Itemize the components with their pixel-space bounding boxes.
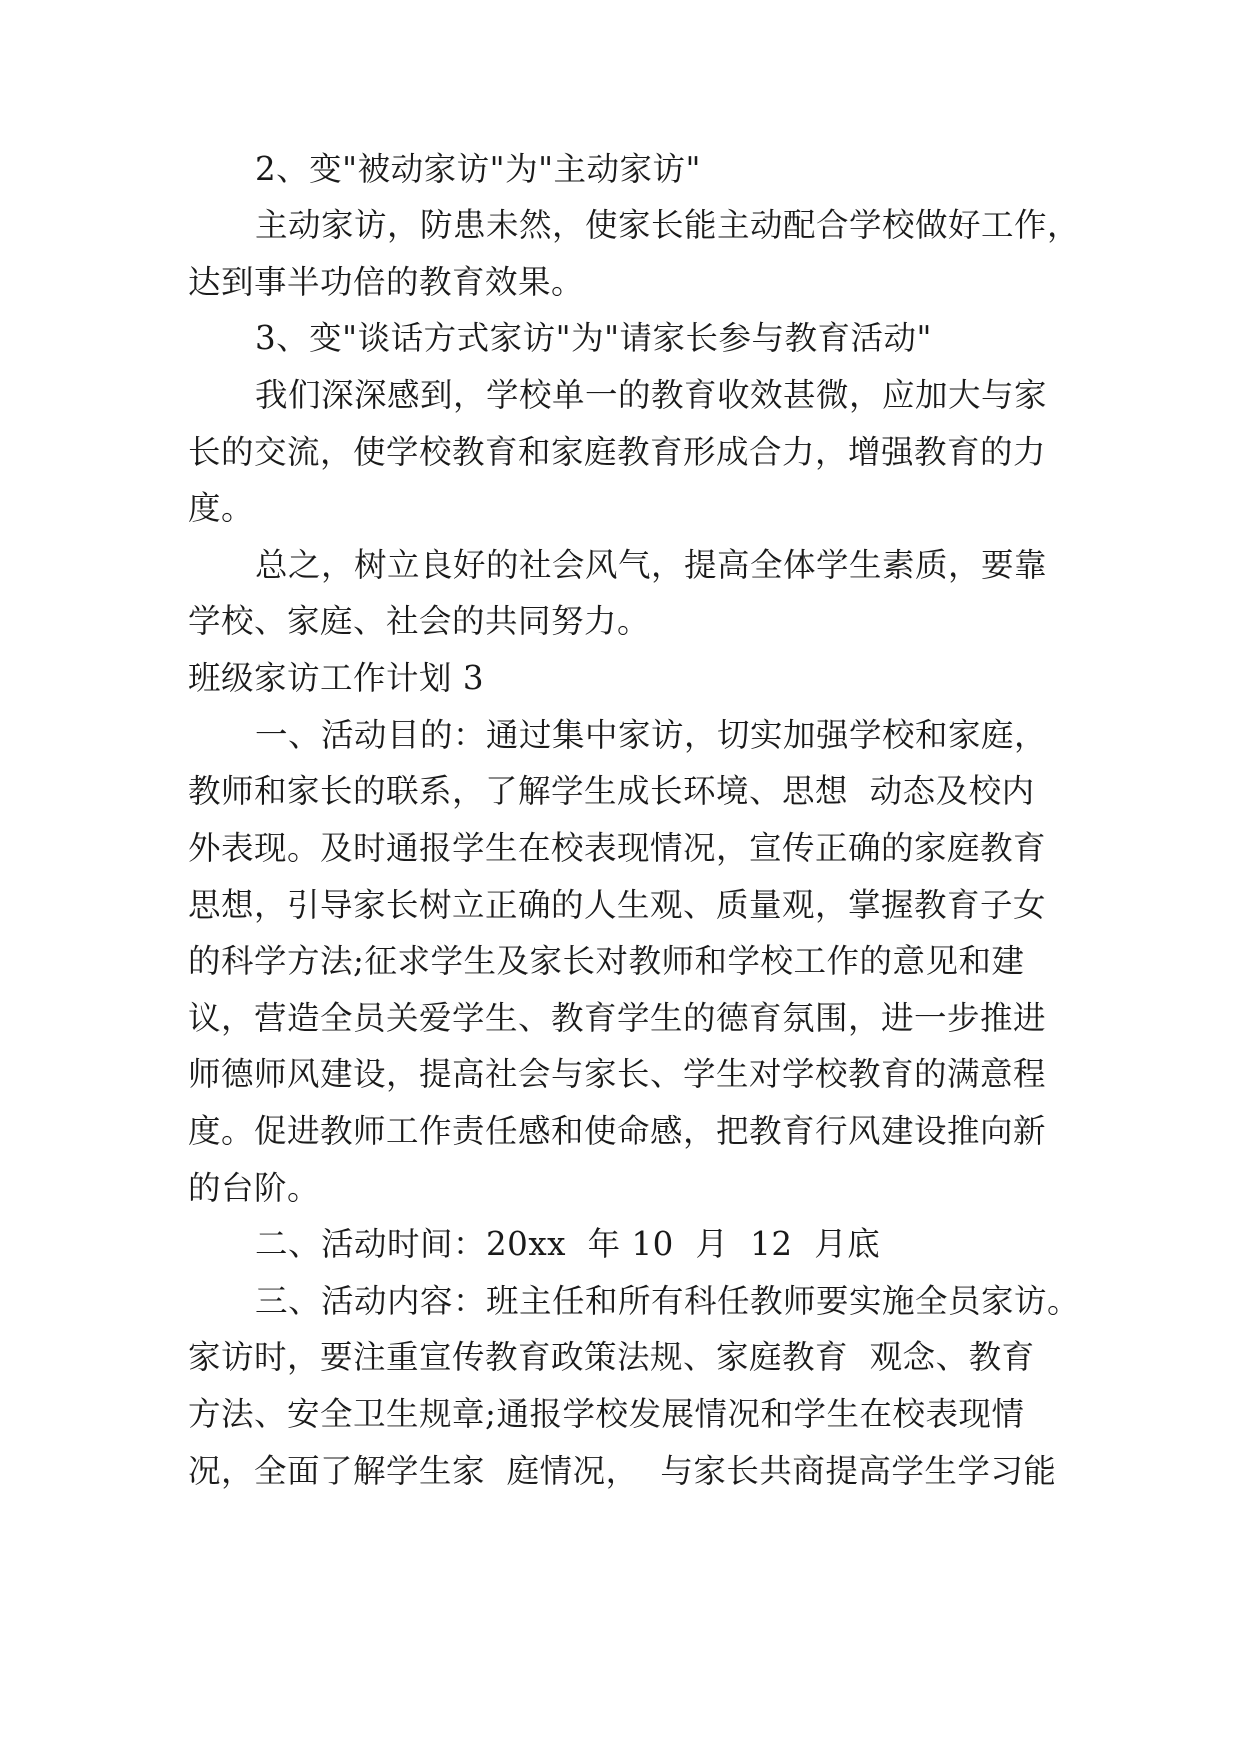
paragraph-line: 况，全面了解学生家 庭情况， 与家长共商提高学生学习能 — [188, 1452, 1057, 1490]
paragraph-line: 一、活动目的：通过集中家访，切实加强学校和家庭， — [255, 716, 1048, 754]
paragraph-line: 的科学方法;征求学生及家长对教师和学校工作的意见和建 — [188, 942, 1025, 980]
paragraph-line: 思想，引导家长树立正确的人生观、质量观，掌握教育子女 — [188, 886, 1047, 924]
heading-item-2: 2、变"被动家访"为"主动家访" — [255, 150, 701, 188]
paragraph-line: 师德师风建设，提高社会与家长、学生对学校教育的满意程 — [188, 1055, 1047, 1093]
paragraph-line: 三、活动内容：班主任和所有科任教师要实施全员家访。 — [255, 1282, 1081, 1320]
paragraph-line: 二、活动时间：20xx 年 10 月 12 月底 — [255, 1225, 881, 1263]
section-title: 班级家访工作计划 3 — [188, 659, 485, 697]
heading-item-3: 3、变"谈话方式家访"为"请家长参与教育活动" — [255, 319, 932, 357]
paragraph-line: 议，营造全员关爱学生、教育学生的德育氛围，进一步推进 — [188, 999, 1047, 1037]
paragraph-line: 我们深深感到，学校单一的教育收效甚微，应加大与家 — [255, 376, 1048, 414]
paragraph-line: 的台阶。 — [188, 1169, 321, 1207]
paragraph-line: 外表现。及时通报学生在校表现情况，宣传正确的家庭教育 — [188, 829, 1047, 867]
paragraph-line: 总之，树立良好的社会风气，提高全体学生素质，要靠 — [255, 546, 1048, 584]
paragraph-line: 度。促进教师工作责任感和使命感，把教育行风建设推向新 — [188, 1112, 1047, 1150]
paragraph-line: 度。 — [188, 489, 255, 527]
paragraph-line: 家访时，要注重宣传教育政策法规、家庭教育 观念、教育 — [188, 1338, 1035, 1376]
paragraph-line: 学校、家庭、社会的共同努力。 — [188, 602, 651, 640]
paragraph-line: 达到事半功倍的教育效果。 — [188, 263, 585, 301]
paragraph-line: 主动家访，防患未然，使家长能主动配合学校做好工作， — [255, 206, 1081, 244]
paragraph-line: 教师和家长的联系，了解学生成长环境、思想 动态及校内 — [188, 772, 1035, 810]
paragraph-line: 长的交流，使学校教育和家庭教育形成合力，增强教育的力 — [188, 433, 1047, 471]
paragraph-line: 方法、安全卫生规章;通报学校发展情况和学生在校表现情 — [188, 1395, 1025, 1433]
